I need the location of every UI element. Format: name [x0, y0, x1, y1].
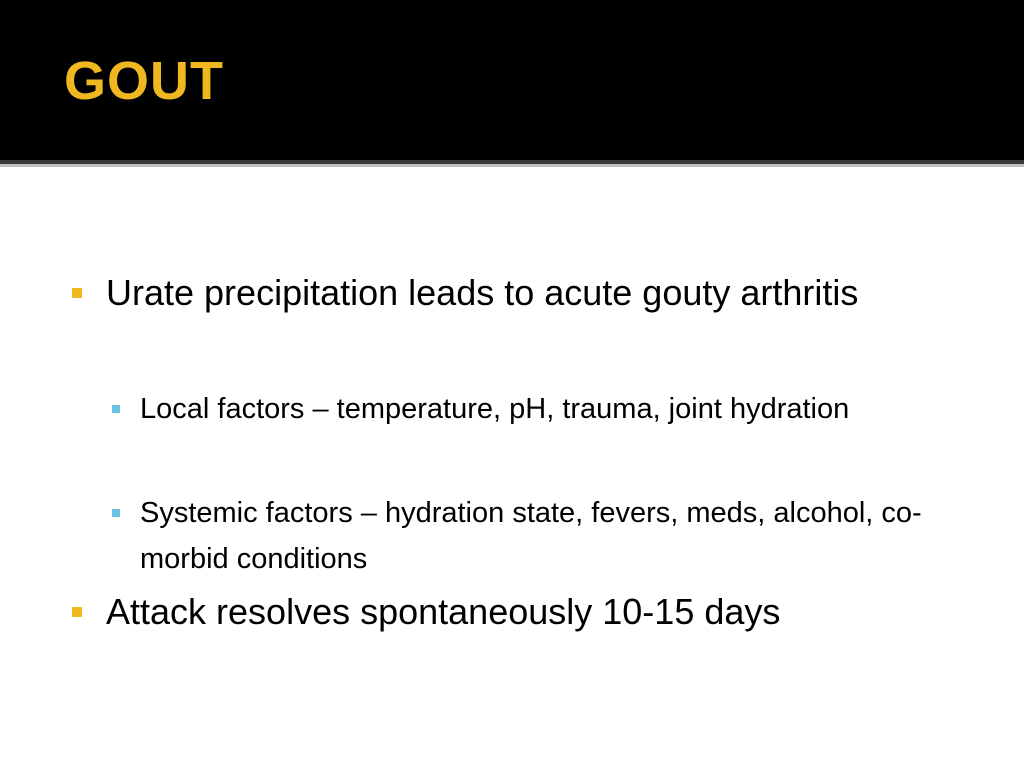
bullet-item: [72, 585, 952, 639]
bullet-text: Urate precipitation leads to acute gouty arthritis: [106, 272, 859, 313]
slide-title: GOUT: [64, 51, 224, 111]
sub-bullet-marker-icon: [112, 509, 120, 517]
sub-bullet-item: [112, 386, 962, 432]
bullet-text: Attack resolves spontaneously 10-15 days: [106, 591, 781, 632]
sub-bullet-item: [112, 490, 962, 582]
bullet-marker-icon: [72, 288, 82, 298]
bullet-item: [72, 266, 952, 320]
sub-bullet-marker-icon: [112, 405, 120, 413]
sub-bullet-text: Systemic factors – hydration state, fevers, meds, alcohol, co-morbid conditions: [140, 497, 922, 575]
bullet-marker-icon: [72, 607, 82, 617]
sub-bullet-text: Local factors – temperature, pH, trauma, joint hydration: [140, 393, 850, 425]
